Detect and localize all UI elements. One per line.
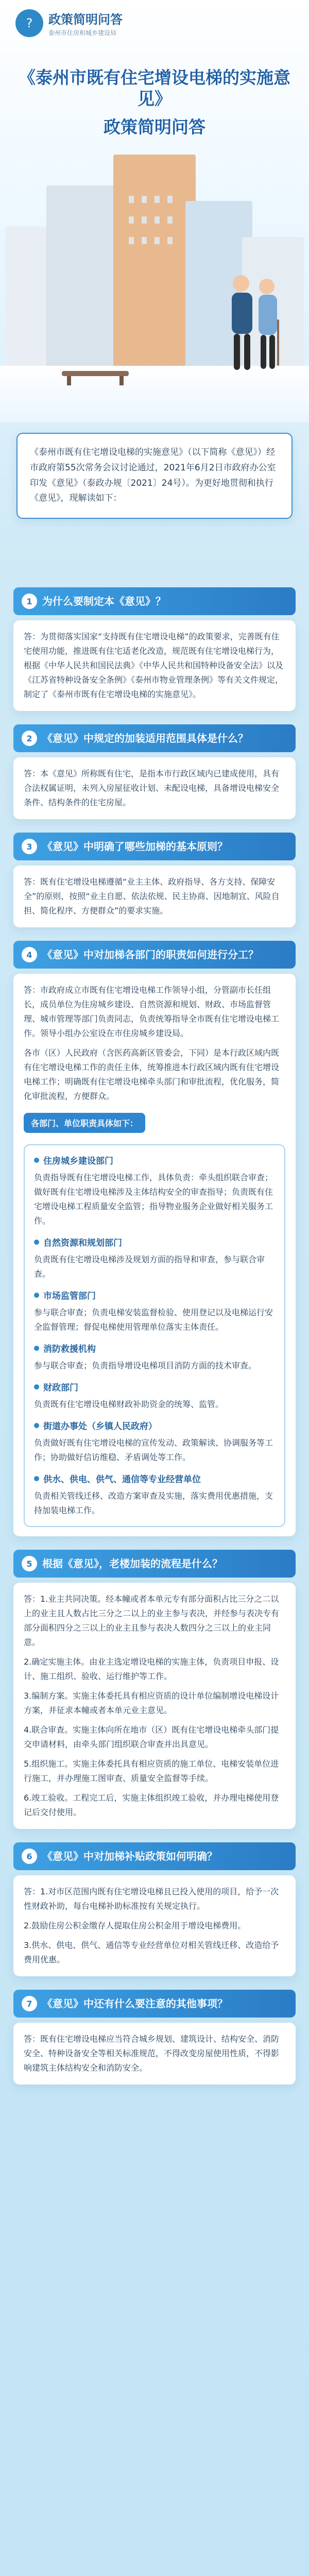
dept-text: 参与联合审查；负责电梯安装监督检验、使用登记以及电梯运行安全监督管理；督促电梯使用管理单位落实主体责任。 [34,1308,273,1332]
qa-answer-card [13,866,296,927]
window [167,237,173,244]
intro-card [16,433,293,519]
qa-icon: ? [15,9,43,37]
bench-icon [57,365,134,386]
window [167,196,173,203]
window [154,216,160,224]
qa-answer-card [13,974,296,1536]
qa-section-7 [13,1990,296,2084]
bullet-icon [34,1384,39,1389]
qa-header [13,724,296,752]
intro-text: 《泰州市既有住宅增设电梯的实施意见》（以下简称《意见》）经市政府第55次常务会议讨论通过，2021年6月2日市政府办公室印发《意见》（泰政办规〔2021〕24号）。为更好地贯彻和执行《意见》，现解读如下： [30,447,276,504]
qa-number: 4 [22,947,37,962]
qa-question: 根据《意见》，老楼加装的流程是什么？ [42,1557,222,1570]
badge-text [48,9,123,37]
qa-header [13,587,296,615]
qa-question: 《意见》中对加梯各部门的职责如何进行分工？ [42,948,259,961]
dept-name: 街道办事处（乡镇人民政府） [43,1421,157,1432]
dept-name: 消防救援机构 [43,1344,96,1354]
qa-header [13,833,296,860]
qa-answer-text: 各市（区）人民政府（含医药高新区管委会，下同）是本行政区域内既有住宅增设电梯工作的责任主体，统筹推进本行政区域内既有住宅增设电梯工作；明确既有住宅增设电梯牵头部门和审批流程，优化服务，简化审批流程，方便群众。 [24,1048,280,1101]
window [142,237,147,244]
dept-text: 负责既有住宅增设电梯财政补助资金的统筹、监管。 [34,1399,224,1409]
qa-number: 1 [22,594,37,609]
qa-number: 5 [22,1556,37,1571]
qa-question: 《意见》中对加梯补贴政策如何明确？ [42,1850,217,1862]
dept-name: 财政部门 [43,1383,78,1393]
qa-answer-card [13,1875,296,1976]
elderly-people-icon [216,263,288,397]
qa-answer-text: 答：既有住宅增设电梯遵循“业主主体、政府指导、各方支持、保障安全”的原则，按照“业主自愿、依法依规、民主协商、因地制宜、风险自担、简化程序、方便群众”的要求实施。 [24,877,280,916]
qa-answer-card [13,757,296,819]
qa-answer-text: 答：市政府成立市既有住宅增设电梯工作领导小组，分管副市长任组长，成员单位为住房城乡建设、自然资源和规划、财政、市场监督管理、城市管理等部门负责同志，负责统筹指导全市既有住宅增设电梯工作。领导小组办公室设在市住房城乡建设局。 [24,985,280,1038]
window [142,216,147,224]
qa-section-3 [13,833,296,927]
qa-answer-text: 答：为贯彻落实国家“支持既有住宅增设电梯”的政策要求，完善既有住宅使用功能，推进既有住宅适老化改造，规范既有住宅增设电梯行为，根据《中华人民共和国民法典》《中华人民共和国特种设备安全法》以及《江苏省特种设备安全条例》《泰州市物业管理条例》等有关文件规定，制定了《泰州市既有住宅增设电梯的实施意见》。 [24,632,284,699]
window [129,216,134,224]
qa-answer-text: 2.鼓励住房公积金缴存人提取住房公积金用于增设电梯费用。 [24,1921,246,1930]
dept-name: 供水、供电、供气、通信等专业经营单位 [43,1475,201,1485]
qa-number: 7 [22,1996,37,2011]
qa-answer-text: 答：1.业主共同决策。经本幢或者本单元专有部分面积占比三分之二以上的业主且人数占比三分之二以上的业主参与表决，并经参与表决专有部分面积四分之三以上的业主且参与表决人数四分之三以上的业主同意。 [24,1594,280,1647]
bullet-icon [34,1240,39,1245]
qa-answer-text: 3.供水、供电、供气、通信等专业经营单位对相关管线迁移、改造给予费用优惠。 [24,1940,279,1964]
qa-header [13,1990,296,2018]
hero [0,0,309,587]
bullet-icon [34,1158,39,1163]
dept-title [34,1289,275,1301]
dept-title [34,1380,275,1393]
page-title [10,67,299,138]
badge-sub: 泰州市住房和城乡建设局 [48,29,117,37]
qa-question: 《意见》中规定的加装适用范围具体是什么？ [42,732,248,744]
qa-question: 《意见》中明确了哪些加梯的基本原则？ [42,840,228,853]
dept-name: 自然资源和规划部门 [43,1238,122,1248]
dept-title [34,1154,275,1166]
badge-main: 政策简明问答 [48,12,123,27]
dept-subheading: 各部门、单位职责具体如下： [24,1113,145,1133]
window [129,237,134,244]
dept-text: 负责既有住宅增设电梯涉及规划方面的指导和审查，参与联合审查。 [34,1255,265,1279]
qa-number: 3 [22,839,37,854]
qa-number: 2 [22,731,37,746]
qa-answer-card [13,620,296,711]
cityscape-illustration [0,134,309,422]
dept-text: 参与联合审查；负责指导增设电梯项目消防方面的技术审查。 [34,1361,257,1370]
policy-badge [15,9,123,37]
spacer [0,2098,309,2112]
page-title-line-2: 政策简明问答 [104,116,205,137]
qa-section-6 [13,1842,296,1976]
window [154,237,160,244]
qa-section-1 [13,587,296,711]
bullet-icon [34,1476,39,1481]
dept-title [34,1419,275,1432]
dept-text: 负责指导既有住宅增设电梯工作，具体负责：牵头组织联合审查；做好既有住宅增设电梯涉及主体结构安全的审查指导；负责既有住宅增设电梯工程质量安全监管；指导物业服务企业做好相关服务工作。 [34,1173,273,1226]
qa-answer-text: 4.联合审查。实施主体向所在地市（区）既有住宅增设电梯牵头部门提交申请材料，由牵头部门组织联合审查并出具意见。 [24,1725,279,1749]
dept-name: 住房城乡建设部门 [43,1156,113,1166]
qa-number: 6 [22,1849,37,1864]
dept-title [34,1235,275,1248]
qa-section-4 [13,941,296,1536]
qa-answer-text: 6.竣工验收。工程完工后，实施主体组织竣工验收，并办理电梯使用登记后交付使用。 [24,1793,279,1817]
bullet-icon [34,1293,39,1298]
qa-header [13,941,296,969]
qa-header [13,1550,296,1578]
dept-text: 负责做好既有住宅增设电梯的宣传发动、政策解读、协调服务等工作；协助做好信访维稳、矛盾调处等工作。 [34,1438,273,1462]
window [142,196,147,203]
window [129,196,134,203]
dept-title [34,1342,275,1354]
qa-answer-text: 答：1.对市区范围内既有住宅增设电梯且已投入使用的项目，给予一次性财政补助，每台电梯补助标准按有关规定执行。 [24,1887,279,1911]
page-title-line-1: 《泰州市既有住宅增设电梯的实施意见》 [19,67,290,109]
qa-section-2 [13,724,296,819]
dept-text: 负责相关管线迁移、改造方案审查及实施，落实费用优惠措施，支持加装电梯工作。 [34,1491,273,1515]
qa-answer-text: 3.编制方案。实施主体委托具有相应资质的设计单位编制增设电梯设计方案，并征求本幢或者本单元业主意见。 [24,1691,279,1715]
bullet-icon [34,1346,39,1351]
qa-section-5 [13,1550,296,1829]
dept-name: 市场监管部门 [43,1291,96,1301]
qa-question: 为什么要制定本《意见》？ [42,595,166,607]
qa-answer-card [13,2023,296,2084]
qa-answer-text: 5.组织施工。实施主体委托具有相应资质的施工单位、电梯安装单位进行施工，并办理施工图审查、质量安全监督等手续。 [24,1759,279,1783]
qa-answer-text: 答：本《意见》所称既有住宅，是指本市行政区域内已建成使用，具有合法权属证明，未列入房屋征收计划、未配设电梯，具备增设电梯安全条件、结构条件的住宅房屋。 [24,769,280,807]
qa-answer-card [13,1583,296,1829]
window [154,196,160,203]
dept-title [34,1472,275,1485]
qa-question: 《意见》中还有什么要注意的其他事项？ [42,1997,228,2010]
qa-header [13,1842,296,1870]
qa-answer-text: 答：既有住宅增设电梯应当符合城乡规划、建筑设计、结构安全、消防安全、特种设备安全等相关标准规范，不得改变房屋使用性质，不得影响建筑主体结构安全和消防安全。 [24,2034,280,2073]
bullet-icon [34,1423,39,1428]
department-list [24,1144,285,1527]
window [167,216,173,224]
qa-answer-text: 2.确定实施主体。由业主选定增设电梯的实施主体，负责项目申报、设计、施工组织、验收、运行维护等工作。 [24,1657,279,1681]
